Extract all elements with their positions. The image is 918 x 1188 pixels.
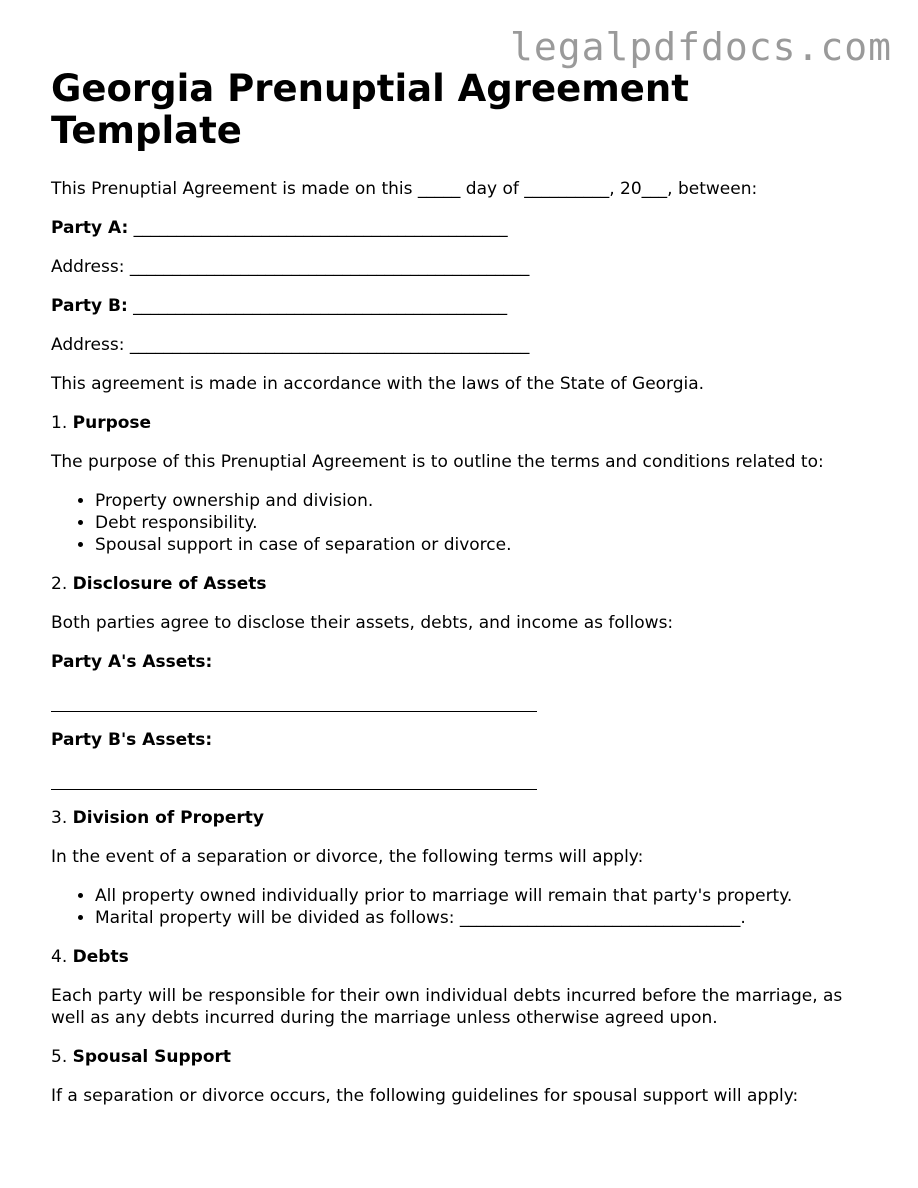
list-item: • Property ownership and division. xyxy=(95,490,881,512)
party-b-assets-blank-line xyxy=(51,767,537,790)
party-a-blank: ____________________________________________ xyxy=(128,218,508,238)
section-heading-debts xyxy=(51,946,881,968)
party-a-line xyxy=(51,217,881,239)
party-a-assets-label: Party A's Assets: xyxy=(51,652,213,672)
section-number: 5. xyxy=(51,1047,68,1067)
section-number: 2. xyxy=(51,574,68,594)
section-title: Purpose xyxy=(72,413,152,433)
division-text: In the event of a separation or divorce, the following terms will apply: xyxy=(51,847,644,867)
list-item: • Debt responsibility. xyxy=(95,512,881,534)
party-b-label: Party B: xyxy=(51,296,128,316)
section-title: Division of Property xyxy=(72,808,264,828)
document-page xyxy=(51,68,881,1124)
section-title: Spousal Support xyxy=(72,1047,232,1067)
document-title: Georgia Prenuptial Agreement Template xyxy=(51,67,689,152)
debts-text: Each party will be responsible for their own individual debts incurred before the marriage, as well as any debts incurred during the marriage unless otherwise agreed upon. xyxy=(51,986,843,1028)
section-heading-disclosure xyxy=(51,573,881,595)
section-title: Disclosure of Assets xyxy=(72,574,267,594)
purpose-text: The purpose of this Prenuptial Agreement is to outline the terms and conditions related to: xyxy=(51,452,824,472)
party-b-blank: ____________________________________________ xyxy=(127,296,508,316)
party-b-line xyxy=(51,295,881,317)
section-heading-support xyxy=(51,1046,881,1068)
party-b-assets-block xyxy=(51,729,881,790)
list-item: • Spousal support in case of separation or divorce. xyxy=(95,534,881,556)
party-a-label: Party A: xyxy=(51,218,129,238)
address-b-line: Address: _______________________________________________ xyxy=(51,335,530,355)
division-list xyxy=(51,885,881,929)
list-item: • All property owned individually prior to marriage will remain that party's property. xyxy=(95,885,881,907)
intro-paragraph: This Prenuptial Agreement is made on this _____ day of __________, 20___, between: xyxy=(51,179,758,199)
support-text: If a separation or divorce occurs, the following guidelines for spousal support will apply: xyxy=(51,1086,799,1106)
party-a-assets-block xyxy=(51,651,881,712)
section-title: Debts xyxy=(72,947,129,967)
section-number: 4. xyxy=(51,947,68,967)
section-heading-division xyxy=(51,807,881,829)
address-a-line: Address: _______________________________________________ xyxy=(51,257,530,277)
list-item: • Marital property will be divided as follows: _________________________________. xyxy=(95,907,881,929)
party-b-assets-label: Party B's Assets: xyxy=(51,730,213,750)
section-heading-purpose xyxy=(51,412,881,434)
disclosure-text: Both parties agree to disclose their assets, debts, and income as follows: xyxy=(51,613,674,633)
governing-law-paragraph: This agreement is made in accordance with the laws of the State of Georgia. xyxy=(51,374,705,394)
section-number: 3. xyxy=(51,808,68,828)
watermark-logo: legalpdfdocs.com xyxy=(509,25,892,69)
party-a-assets-blank-line xyxy=(51,689,537,712)
section-number: 1. xyxy=(51,413,68,433)
purpose-list xyxy=(51,490,881,556)
